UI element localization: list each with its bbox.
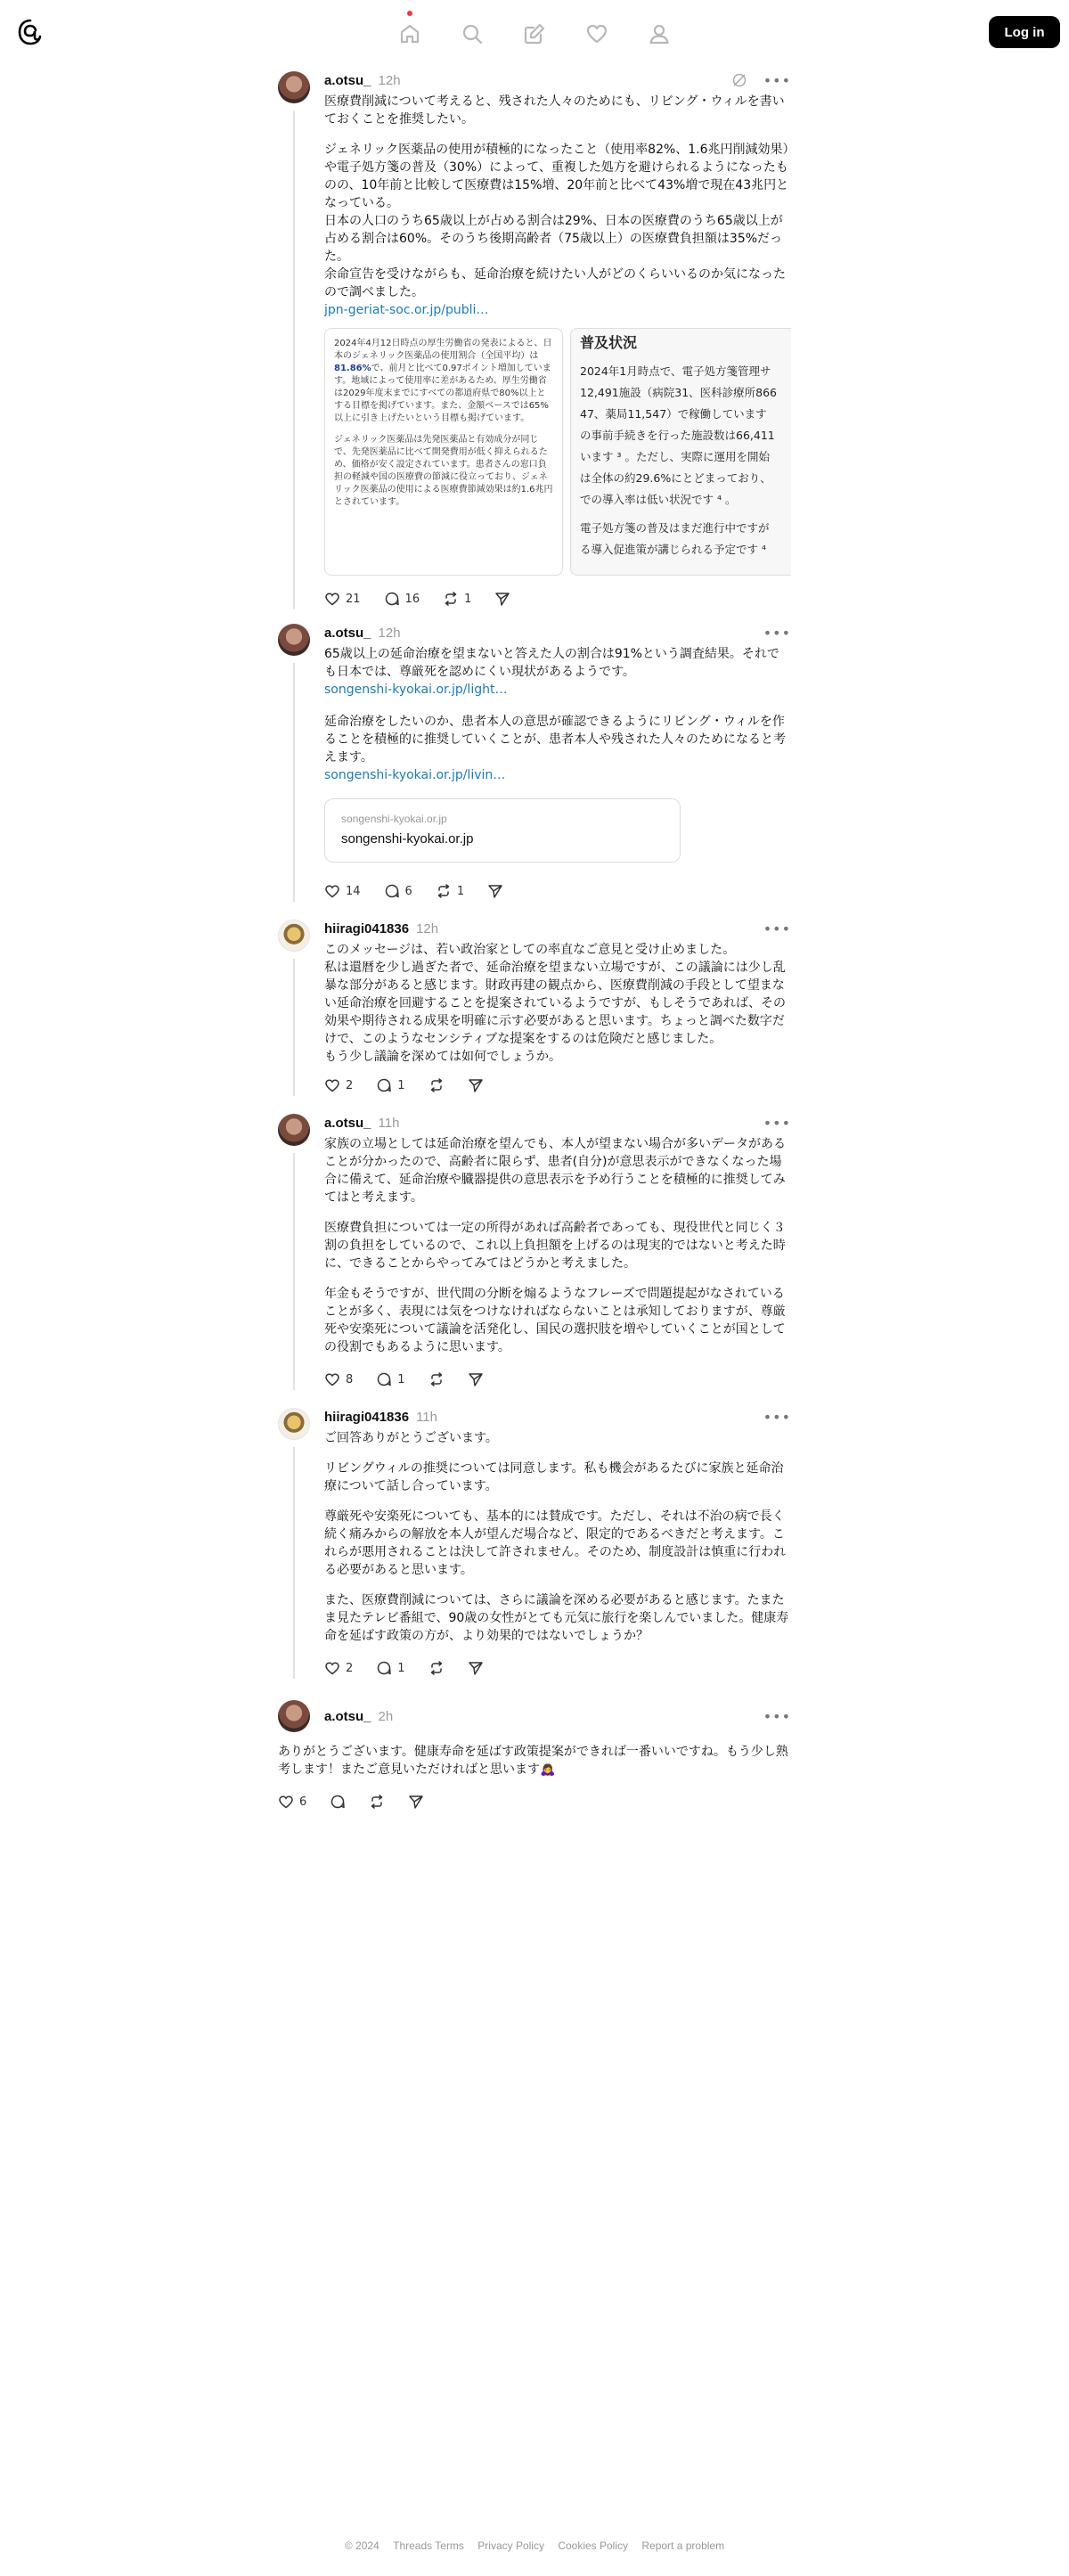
image-carousel[interactable] (324, 328, 791, 576)
username[interactable]: a.otsu_ (324, 1115, 371, 1131)
send-icon (468, 1371, 484, 1387)
image-line: の事前手続きを行った施設数は66,411 (580, 429, 775, 442)
reply-button[interactable] (376, 1077, 404, 1093)
post-time: 12h (378, 625, 401, 641)
reply-count: 1 (397, 1661, 405, 1675)
post-text: 65歳以上の延命治療を望まないと答えた人の割合は91%という調査結果。それでも日本では、尊厳死を認めにくい現状があるようです。 (324, 647, 779, 679)
post-text: 年金もそうですが、世代間の分断を煽るようなフレーズで問題提起がなされていることが多く、表現には気をつけなければならないことは承知しておりますが、尊厳死や安楽死について議論を活発化し、国民の選択肢を増やしていくことが国としての役割でもあるように思います。 (324, 1287, 786, 1354)
like-count: 8 (346, 1372, 354, 1386)
image-heading: 普及状況 (580, 334, 638, 351)
comment-icon (376, 1371, 392, 1387)
post-text: ジェネリック医薬品の使用が積極的になったこと（使用率82%、1.6兆円削減効果）や電子処方箋の普及（30%）によって、重複した処方を避けられるようになったものの、10年前と比較して医療費は15%増、20年前と比べて43%増で現在43兆円となっている。 日本の人口のうち65歳以上が占める割合は29%、日本の医療費のうち65歳以上が占める割合は60%。そのうち後期高齢者（75歳以上）の医療費負担額は35%だった。 余命宣告を受けながらも、延命治療を続けたい人がどのくらいいるのか気になったので調べました。 (324, 143, 789, 299)
reply-count: 1 (397, 1372, 405, 1386)
heart-icon (324, 1371, 340, 1387)
like-button[interactable] (324, 1077, 353, 1093)
image-line: る導入促進策が講じられる予定です ⁴ (580, 543, 766, 556)
more-options-icon[interactable]: ••• (763, 71, 791, 89)
thread (278, 68, 791, 1818)
send-icon (494, 591, 510, 607)
reply-button[interactable] (384, 591, 420, 607)
post-text: 医療費負担については一定の所得があれば高齢者であっても、現役世代と同じく３割の負担をしているので、これ以上負担額を上げるのは現実的ではないと考えた時に、できることからやってみてはどうかと考えました。 (324, 1221, 786, 1271)
username[interactable]: a.otsu_ (324, 1708, 371, 1724)
username[interactable]: a.otsu_ (324, 625, 371, 641)
share-button[interactable] (468, 1371, 484, 1387)
more-options-icon[interactable]: ••• (763, 920, 791, 937)
post-actions (324, 1652, 791, 1684)
top-bar (0, 0, 1069, 66)
heart-icon (278, 1794, 294, 1810)
heart-icon (585, 22, 608, 45)
preview-title: songenshi-kyokai.or.jp (341, 831, 474, 846)
post-text: また、医療費削減については、さらに議論を深める必要があると感じます。たまたま見たテレビ番組で、90歳の女性がとても元気に旅行を楽しんでいました。健康寿命を延ばす政策の方が、より効果的ではないでしょうか？ (324, 1593, 789, 1643)
reply-count: 1 (397, 1078, 405, 1092)
avatar[interactable] (278, 920, 310, 952)
comment-icon (384, 591, 400, 607)
thread-line (293, 1447, 295, 1679)
share-button[interactable] (494, 591, 510, 607)
image-line: 電子処方箋の普及はまだ進行中ですが (580, 521, 770, 535)
post-time: 11h (378, 1115, 400, 1131)
avatar[interactable] (278, 1408, 310, 1440)
share-button[interactable] (487, 883, 503, 899)
thread-post (278, 1112, 791, 1395)
send-icon (408, 1794, 424, 1810)
thread-line (293, 110, 295, 609)
reply-button[interactable] (376, 1371, 404, 1387)
thread-line (293, 1153, 295, 1390)
post-text: 家族の立場としては延命治療を望んでも、本人が望まない場合が多いデータがあることが分かったので、高齢者に限らず、患者(自分)が意思表示ができなくなった場合に備えて、延命治療や臓器提供の意思表示を予め行うことを積極的に推奨してみてはと考えます。 (324, 1137, 786, 1205)
comment-icon (384, 883, 400, 899)
reply-button[interactable] (330, 1794, 346, 1810)
comment-icon (330, 1794, 346, 1810)
share-button[interactable] (408, 1794, 424, 1810)
post-text: 延命治療をしたいのか、患者本人の意思が確認できるようにリビング・ウィルを作ることを積極的に推奨していくことが、患者本人や残された人々のためになると考えます。 (324, 715, 786, 765)
share-button[interactable] (468, 1660, 484, 1676)
like-button[interactable] (324, 591, 361, 607)
reply-button[interactable] (384, 883, 412, 899)
post-text: ご回答ありがとうございます。 (324, 1431, 498, 1445)
image-line: 12,491施設（病院31、医科診療所866 (580, 386, 778, 399)
repost-button[interactable] (428, 1371, 445, 1387)
compose-icon (523, 22, 546, 45)
reply-count: 16 (404, 592, 420, 606)
repost-count: 1 (456, 884, 465, 898)
avatar[interactable] (278, 624, 310, 656)
thread-line (293, 663, 295, 902)
profile-icon (648, 22, 671, 45)
heart-icon (324, 1077, 340, 1093)
post-actions (324, 1363, 791, 1395)
avatar[interactable] (278, 71, 310, 103)
repost-icon (428, 1660, 445, 1676)
attached-image[interactable] (570, 328, 791, 576)
repost-count: 1 (464, 592, 472, 606)
post-time: 12h (378, 72, 401, 88)
thread-post (278, 1406, 791, 1684)
send-icon (468, 1660, 484, 1676)
avatar[interactable] (278, 1114, 310, 1146)
thread-post (278, 68, 791, 615)
like-count: 2 (346, 1078, 354, 1092)
send-icon (468, 1077, 484, 1093)
repost-icon (369, 1794, 385, 1810)
repost-button[interactable] (428, 1660, 445, 1676)
nav-home[interactable] (383, 9, 437, 59)
search-icon (461, 22, 484, 45)
reply-count: 6 (404, 884, 412, 898)
username[interactable]: hiiragi041836 (324, 920, 410, 936)
post-actions (324, 875, 791, 907)
heart-icon (324, 591, 340, 607)
thread-post (278, 918, 791, 1101)
threads-logo-icon[interactable] (16, 18, 45, 46)
preview-domain: songenshi-kyokai.or.jp (341, 813, 447, 825)
repost-button[interactable] (436, 883, 464, 899)
heart-icon (324, 883, 340, 899)
comment-icon (376, 1077, 392, 1093)
username[interactable]: hiiragi041836 (324, 1409, 410, 1425)
like-count: 14 (346, 884, 361, 898)
post-actions (324, 1069, 791, 1101)
more-options-icon[interactable]: ••• (763, 1707, 791, 1725)
repost-icon (428, 1077, 445, 1093)
nav-activity[interactable] (570, 9, 624, 59)
footer-link-cookies[interactable]: Cookies Policy (558, 2539, 629, 2552)
nav-profile[interactable] (632, 9, 686, 59)
comment-icon (376, 1660, 392, 1676)
post-time: 12h (416, 920, 439, 936)
nav-create[interactable] (508, 9, 561, 59)
post-link[interactable]: songenshi-kyokai.or.jp/light… (324, 683, 508, 697)
image-highlight: 81.86% (334, 364, 371, 373)
image-line: での導入率は低い状況です ⁴ 。 (580, 493, 737, 506)
send-icon (487, 883, 503, 899)
login-button[interactable]: Log in (989, 16, 1060, 48)
post-text: このメッセージは、若い政治家としての率直なご意見と受け止めました。 私は還暦を少し過ぎた者で、延命治療を望まない立場ですが、この議論には少し乱暴な部分があると感じます。財政再建の観点から、医療費削減の手段として望まない延命治療を回避することを提案されているようですが、もしそうであれば、その効果や期待される成果を明確に示す必要があると思います。ちょっと調べた数字だけで、このようなセンシティブな提案をするのは危険だと感じました。 もう少し議論を深めては如何でしょうか。 (324, 943, 786, 1064)
post-text: 医療費削減について考えると、残された人々のためにも、リビング・ウィルを書いておくことを推奨したい。 (324, 94, 785, 127)
post-text: ありがとうございます。健康寿命を延ばす政策提案ができれば一番いいですね。もう少し熟考します！またご意見いただければと思います🙇‍♀️ (278, 1745, 788, 1777)
post-text: リビングウィルの推奨については同意します。私も機会があるたびに家族と延命治療について話し合っています。 (324, 1461, 784, 1493)
footer-link-terms[interactable]: Threads Terms (393, 2539, 464, 2552)
post-actions (324, 583, 791, 615)
repost-button[interactable] (443, 591, 471, 607)
post-actions (278, 1786, 791, 1818)
repost-button[interactable] (369, 1794, 385, 1810)
footer (0, 2539, 1069, 2552)
home-icon (398, 22, 421, 45)
thread-line (293, 959, 295, 1096)
more-options-icon[interactable]: ••• (763, 624, 791, 642)
thread-post (278, 1700, 791, 1818)
like-count: 6 (299, 1795, 307, 1809)
footer-link-report[interactable]: Report a problem (641, 2539, 725, 2552)
more-options-icon[interactable]: ••• (763, 1114, 791, 1132)
footer-link-privacy[interactable]: Privacy Policy (477, 2539, 544, 2552)
main-nav (383, 9, 686, 59)
post-time: 11h (416, 1409, 437, 1425)
image-line: は全体の約29.6%にとどまっており、 (580, 471, 771, 485)
post-link[interactable]: songenshi-kyokai.or.jp/livin… (324, 768, 506, 782)
username[interactable]: a.otsu_ (324, 72, 371, 88)
like-button[interactable] (324, 1660, 353, 1676)
thread-post (278, 622, 791, 907)
attached-image[interactable] (324, 328, 563, 576)
like-button[interactable] (324, 883, 361, 899)
post-time: 2h (378, 1708, 394, 1724)
repost-icon (428, 1371, 445, 1387)
image-line: 2024年1月時点で、電子処方箋管理サ (580, 364, 771, 378)
repost-button[interactable] (428, 1077, 445, 1093)
like-button[interactable] (324, 1371, 353, 1387)
avatar[interactable] (278, 1700, 310, 1732)
image-line: 47、薬局11,547）で稼働しています (580, 407, 767, 421)
like-button[interactable] (278, 1794, 306, 1810)
image-text: 2024年4月12日時点の厚生労働省の発表によると、日本のジェネリック医薬品の使用割合（全国平均）は (334, 339, 552, 361)
like-count: 21 (346, 592, 361, 606)
share-button[interactable] (468, 1077, 484, 1093)
image-text: ジェネリック医薬品は先発医薬品と有効成分が同じで、先発医薬品に比べて開発費用が低く抑えられるため、価格が安く設定されています。患者さんの窓口負担の軽減や国の医療費の節減に役立っており、ジェネリック医薬品の使用による医療費節減効果は約1.6兆円とされています。 (334, 435, 553, 507)
more-options-icon[interactable]: ••• (763, 1408, 791, 1426)
image-text: で、前月と比べて0.97ポイント増加しています。地域によって使用率に差があるため、厚生労働省は2029年度末までにすべての都道府県で80%以上とする目標を掲げています。また、金額ベースでは65%以上に引き上げたいという目標も掲げています。 (334, 364, 551, 423)
nav-search[interactable] (445, 9, 499, 59)
image-line: います ³ 。ただし、実際に運用を開始 (580, 450, 770, 463)
reply-button[interactable] (376, 1660, 404, 1676)
notification-dot (407, 11, 412, 16)
footer-copyright: © 2024 (344, 2539, 379, 2552)
post-text: 尊厳死や安楽死についても、基本的には賛成です。ただし、それは不治の病で長く続く痛みからの解放を本人が望んだ場合など、限定的であるべきだと考えます。これらが悪用されることは決して許されません。そのため、制度設計は慎重に行われる必要があると思います。 (324, 1509, 787, 1577)
repost-icon (436, 883, 452, 899)
like-count: 2 (346, 1661, 354, 1675)
post-link[interactable]: jpn-geriat-soc.or.jp/publi… (324, 303, 489, 317)
heart-icon (324, 1660, 340, 1676)
repost-icon (443, 591, 459, 607)
link-preview-card[interactable] (324, 798, 681, 863)
hidden-count-icon (731, 72, 747, 88)
